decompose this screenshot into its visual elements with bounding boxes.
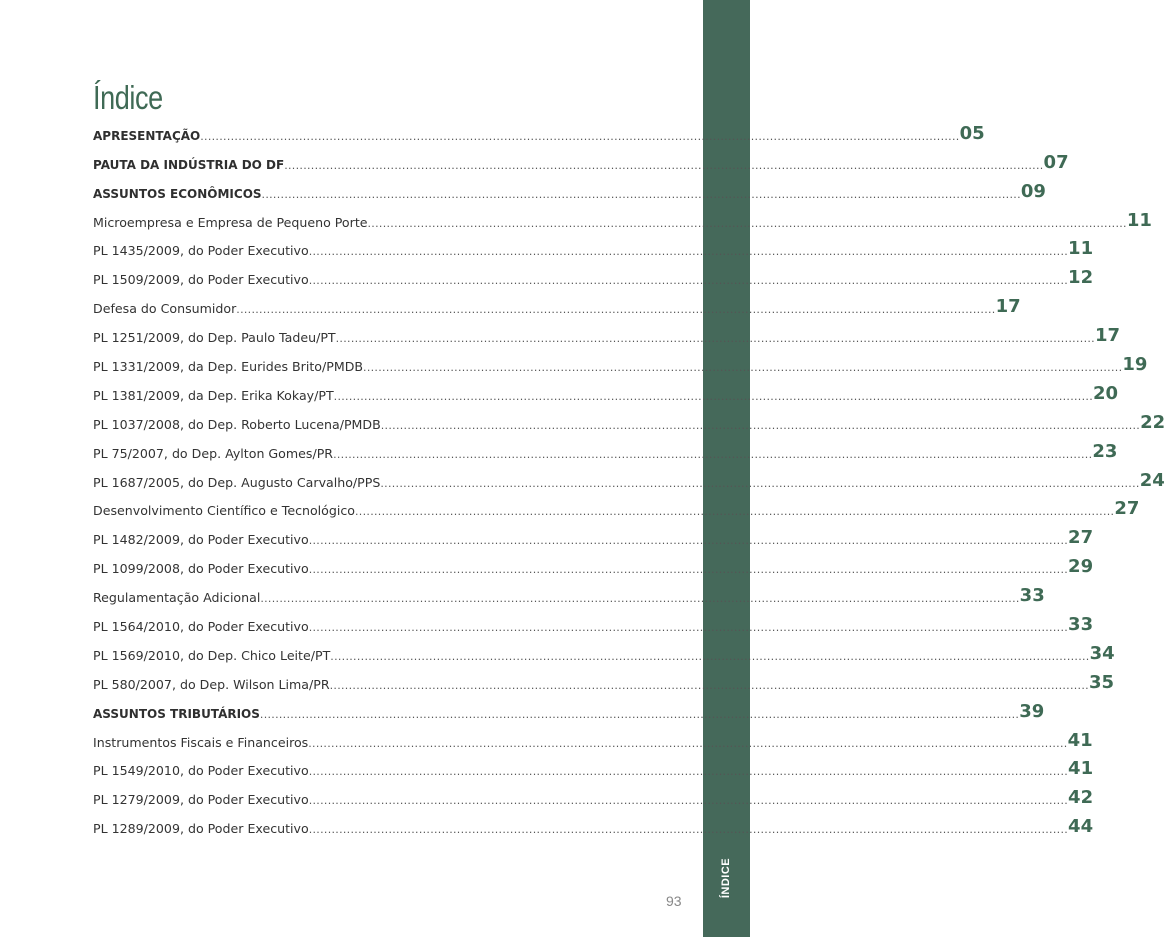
toc-entry-text [93,359,1122,377]
toc-entry-label: PAUTA DA INDÚSTRIA DO DF [93,157,285,172]
toc-entry-label: PL 1251/2009, do Dep. Paulo Tadeu/PT [93,330,336,346]
toc-leader-dots: ........................................................................................................................................................................................................ [308,563,1069,577]
toc-leader-dots: ........................................................................................................................................................................................................ [261,187,1021,201]
toc-entry[interactable] [93,579,1045,608]
toc-leader-dots: ........................................................................................................................................................................................................ [330,649,1090,663]
toc-leader-dots: ........................................................................................................................................................................................................ [260,592,1020,606]
toc-entry-label: ASSUNTOS TRIBUTÁRIOS [93,706,260,721]
toc-entry[interactable] [93,550,1094,579]
page-title: Índice [93,79,163,116]
toc-leader-dots: ........................................................................................................................................................................................................ [308,534,1069,548]
toc-entry[interactable] [93,348,1148,377]
toc-entry-text [93,158,1044,175]
side-tab-label [703,858,750,898]
toc-entry-text [93,821,1068,839]
toc-leader-dots: ........................................................................................................................................................................................................ [380,476,1140,490]
toc-leader-dots: ........................................................................................................................................................................................................ [355,505,1115,519]
toc-entry-label: PL 580/2007, do Dep. Wilson Lima/PR [93,676,330,692]
toc-leader-dots: ........................................................................................................................................................................................................ [335,332,1095,346]
toc-entry[interactable] [93,233,1094,262]
toc-entry-text [93,129,960,146]
toc-entry-label: PL 1549/2010, do Poder Executivo [93,763,309,779]
toc-entry-label: PL 1435/2009, do Poder Executivo [93,243,309,259]
toc-entry[interactable] [93,406,1166,435]
toc-entry-label: PL 1279/2009, do Poder Executivo [93,792,309,808]
toc-entry[interactable] [93,175,1046,204]
toc-entry-text [93,648,1090,666]
toc-entry-page: 17 [995,296,1021,318]
toc-entry-label: ASSUNTOS ECONÔMICOS [93,186,262,201]
toc-entry-page: 27 [1114,498,1140,520]
toc-entry-label: PL 75/2007, do Dep. Aylton Gomes/PR [93,445,334,461]
toc-entry-page: 42 [1068,787,1094,809]
toc-entry-label: Regulamentação Adicional [93,590,261,606]
toc-entry-text [93,475,1140,493]
toc-entry-page: 22 [1140,411,1166,433]
toc-entry[interactable] [93,204,1152,233]
toc-entry-text [93,215,1127,233]
toc-entry-label: PL 1037/2008, do Dep. Roberto Lucena/PMDB [93,416,381,432]
toc-entry-label: PL 1687/2005, do Dep. Augusto Carvalho/PPS [93,474,381,490]
toc-leader-dots: ........................................................................................................................................................................................................ [367,216,1127,230]
toc-entry[interactable] [93,377,1119,406]
toc-entry-label: PL 1569/2010, do Dep. Chico Leite/PT [93,647,331,663]
toc-entry-page: 12 [1068,267,1094,289]
toc-entry-page: 09 [1020,180,1046,202]
toc-entry-page: 23 [1092,440,1118,462]
toc-entry-page: 20 [1093,382,1119,404]
toc-entry[interactable] [93,781,1094,810]
toc-leader-dots: ........................................................................................................................................................................................................ [308,823,1069,837]
toc-entry-label: PL 1099/2008, do Poder Executivo [93,561,309,577]
toc-entry-page: 17 [1094,325,1121,347]
toc-entry-text [93,503,1114,521]
toc-entry-label: PL 1331/2009, da Dep. Eurides Brito/PMDB [93,359,364,375]
toc-entry-label: PL 1564/2010, do Poder Executivo [93,619,309,635]
toc-entry[interactable] [93,290,1021,319]
toc-entry-page: 11 [1068,238,1094,260]
toc-entry-page: 29 [1068,556,1094,578]
toc-entry-page: 33 [1068,614,1094,636]
toc-entry-page: 39 [1019,700,1045,722]
toc-entry-page: 05 [959,122,985,144]
toc-leader-dots: ........................................................................................................................................................................................................ [363,361,1123,375]
toc-entry[interactable] [93,146,1069,175]
toc-entry-page: 11 [1126,209,1152,231]
toc-entry-page: 19 [1122,354,1148,376]
toc-entry[interactable] [93,666,1115,695]
toc-entry[interactable] [93,608,1094,637]
toc-entry[interactable] [93,261,1094,290]
toc-entry-text [93,792,1068,810]
toc-entry-label: PL 1509/2009, do Poder Executivo [93,272,309,288]
toc-entry-page: 44 [1068,816,1094,838]
toc-entry[interactable] [93,435,1118,464]
toc-leader-dots: ........................................................................................................................................................................................................ [333,447,1093,461]
toc-entry-label: PL 1381/2009, da Dep. Erika Kokay/PT [93,387,334,403]
toc-entry-label: Defesa do Consumidor [93,301,237,317]
toc-entry-page: 41 [1068,758,1094,780]
toc-entry-text [93,388,1093,406]
toc-leader-dots: ........................................................................................................................................................................................................ [236,303,996,317]
toc-entry-page: 27 [1068,527,1094,549]
toc-entry-text [93,619,1068,637]
toc-entry-text [93,417,1140,435]
toc-entry-text [93,532,1068,550]
toc-entry-label: Desenvolvimento Científico e Tecnológico [93,503,356,519]
toc-entry-page: 34 [1089,642,1115,664]
toc-entry-text [93,590,1020,608]
toc-entry[interactable] [93,493,1140,522]
toc-leader-dots: ........................................................................................................................................................................................................ [308,621,1069,635]
toc-entry-label: PL 1482/2009, do Poder Executivo [93,532,309,548]
page-number: 93 [666,893,682,909]
toc-leader-dots: ........................................................................................................................................................................................................ [308,736,1068,750]
toc-entry-page: 33 [1019,585,1045,607]
toc-entry-label: APRESENTAÇÃO [93,128,201,143]
toc-entry-text [93,707,1019,724]
toc-entry-text [93,187,1021,204]
toc-entry[interactable] [93,753,1094,782]
toc-entry-page: 41 [1067,729,1093,751]
toc-leader-dots: ........................................................................................................................................................................................................ [259,707,1020,721]
toc-entry-text [93,735,1068,753]
toc-entry[interactable] [93,464,1165,493]
toc-entry[interactable] [93,724,1093,753]
toc-entry[interactable] [93,810,1094,839]
toc-entry-label: PL 1289/2009, do Poder Executivo [93,821,309,837]
toc-entry-text [93,677,1089,695]
toc-leader-dots: ........................................................................................................................................................................................................ [308,274,1069,288]
toc-entry-text [93,561,1068,579]
toc-entry-text [93,763,1068,781]
table-of-contents [93,117,1166,839]
toc-entry-text [93,446,1092,464]
toc-leader-dots: ........................................................................................................................................................................................................ [380,418,1141,432]
toc-entry[interactable] [93,521,1094,550]
toc-entry[interactable] [93,319,1121,348]
toc-leader-dots: ........................................................................................................................................................................................................ [200,129,960,143]
toc-entry-label: Instrumentos Fiscais e Financeiros [93,734,309,750]
toc-leader-dots: ........................................................................................................................................................................................................ [308,245,1069,259]
toc-leader-dots: ........................................................................................................................................................................................................ [308,765,1069,779]
toc-leader-dots: ........................................................................................................................................................................................................ [329,678,1089,692]
toc-entry[interactable] [93,637,1115,666]
toc-entry[interactable] [93,695,1045,724]
toc-leader-dots: ........................................................................................................................................................................................................ [308,794,1069,808]
side-tab-text: ÍNDICE [720,857,733,899]
toc-entry-page: 07 [1043,151,1069,173]
toc-entry-page: 24 [1139,469,1165,491]
toc-leader-dots: ........................................................................................................................................................................................................ [333,389,1093,403]
toc-entry[interactable] [93,117,985,146]
toc-entry-text [93,243,1068,261]
toc-entry-page: 35 [1088,671,1115,693]
toc-entry-text [93,272,1068,290]
toc-entry-label: Microempresa e Empresa de Pequeno Porte [93,214,368,230]
toc-entry-text [93,330,1095,348]
toc-leader-dots: ........................................................................................................................................................................................................ [284,158,1044,172]
toc-entry-text [93,301,996,319]
